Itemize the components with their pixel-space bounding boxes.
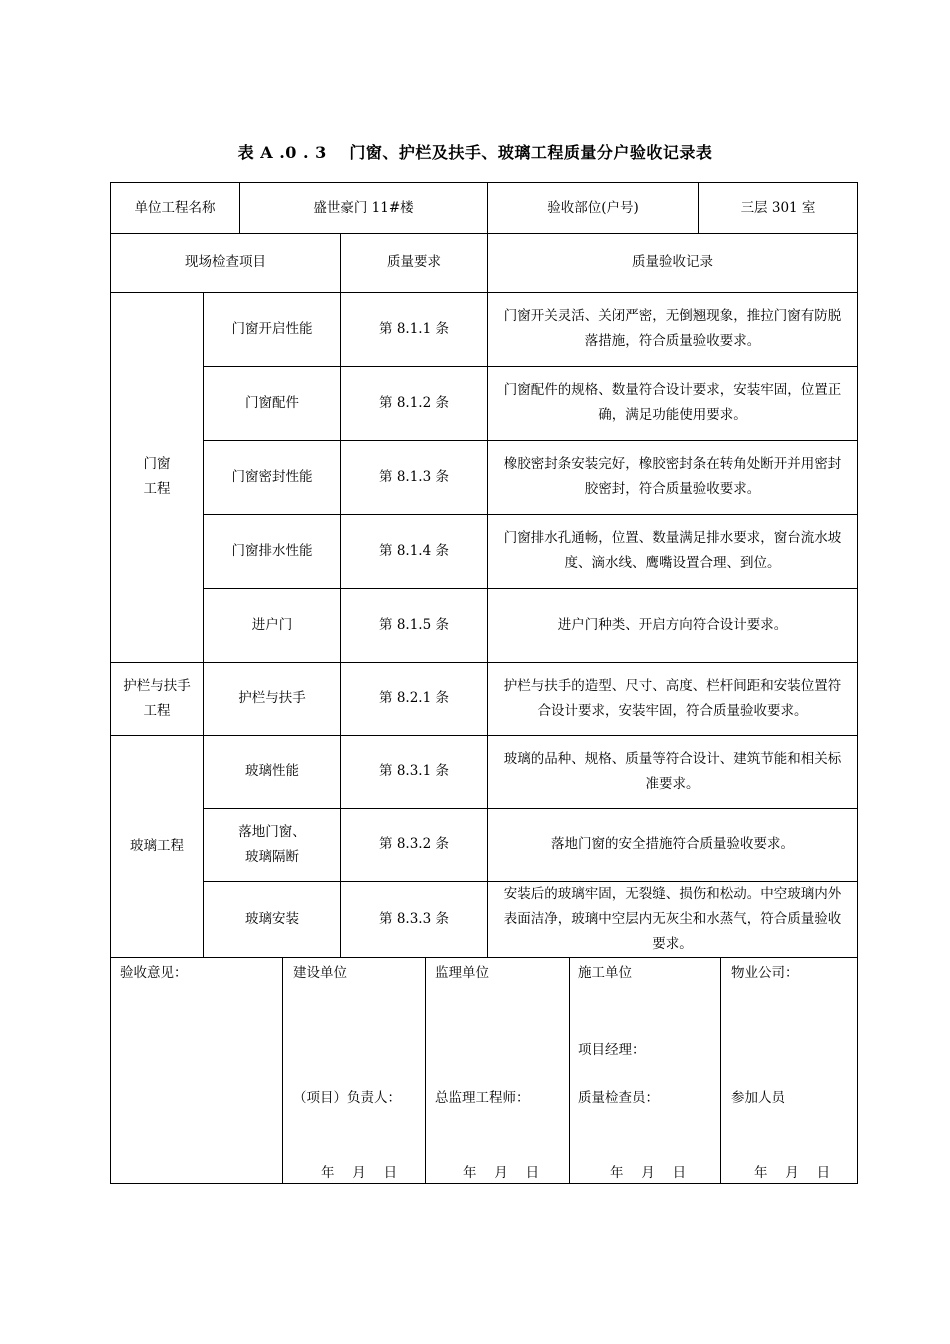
quality-requirement: 第 8.1.1 条 <box>341 292 488 366</box>
contractor-date: 年 月 日 <box>610 1165 687 1181</box>
quality-record: 落地门窗的安全措施符合质量验收要求。 <box>488 808 858 881</box>
table-row <box>111 735 858 808</box>
quality-requirement: 第 8.1.3 条 <box>341 440 488 514</box>
quality-record: 门窗排水孔通畅，位置、数量满足排水要求，窗台流水坡度、滴水线、鹰嘴设置合理、到位。 <box>488 514 858 588</box>
group-name: 护栏与扶手 工程 <box>111 662 204 735</box>
supervisor-cell <box>426 958 570 1183</box>
quality-record: 门窗配件的规格、数量符合设计要求，安装牢固，位置正确，满足功能使用要求。 <box>488 366 858 440</box>
inspection-item: 门窗开启性能 <box>204 292 341 366</box>
signature-table <box>110 958 858 1184</box>
inspection-table <box>110 233 858 958</box>
supervisor-date: 年 月 日 <box>463 1165 540 1181</box>
quality-requirement: 第 8.1.2 条 <box>341 366 488 440</box>
quality-requirement: 第 8.3.2 条 <box>341 808 488 881</box>
table-row <box>111 514 858 588</box>
table-row <box>111 588 858 662</box>
group-name: 玻璃工程 <box>111 735 204 957</box>
table-row <box>111 881 858 957</box>
quality-requirement: 第 8.1.5 条 <box>341 588 488 662</box>
supervisor-sign-label: 总监理工程师： <box>435 1090 530 1106</box>
contractor-pm-label: 项目经理： <box>578 1042 646 1058</box>
quality-requirement: 第 8.2.1 条 <box>341 662 488 735</box>
quality-record: 门窗开关灵活、关闭严密，无倒翘现象，推拉门窗有防脱落措施，符合质量验收要求。 <box>488 292 858 366</box>
property-cell <box>721 958 858 1183</box>
quality-requirement: 第 8.1.4 条 <box>341 514 488 588</box>
column-header-record: 质量验收记录 <box>488 233 858 292</box>
table-row <box>111 662 858 735</box>
header-table <box>110 182 858 234</box>
inspection-item: 落地门窗、 玻璃隔断 <box>204 808 341 881</box>
group-name: 门窗 工程 <box>111 292 204 662</box>
table-row <box>111 440 858 514</box>
builder-sign-label: （项目）负责人： <box>293 1090 401 1106</box>
quality-requirement: 第 8.3.3 条 <box>341 881 488 957</box>
property-date: 年 月 日 <box>754 1165 831 1181</box>
property-sign-label: 参加人员 <box>731 1090 785 1106</box>
contractor-sign-label: 质量检查员： <box>578 1090 659 1106</box>
builder-cell <box>283 958 426 1183</box>
supervisor-label: 监理单位 <box>435 965 489 981</box>
inspection-item: 玻璃性能 <box>204 735 341 808</box>
builder-label: 建设单位 <box>293 965 347 981</box>
contractor-label: 施工单位 <box>578 965 632 981</box>
quality-record: 橡胶密封条安装完好，橡胶密封条在转角处断开并用密封胶密封，符合质量验收要求。 <box>488 440 858 514</box>
quality-record: 安装后的玻璃牢固，无裂缝、损伤和松动。中空玻璃内外表面洁净，玻璃中空层内无灰尘和水蒸气，符合质量验收要求。 <box>488 881 858 957</box>
unit-name-value: 盛世豪门 11#楼 <box>240 183 488 234</box>
inspection-item: 进户门 <box>204 588 341 662</box>
inspection-item: 门窗密封性能 <box>204 440 341 514</box>
column-header-item: 现场检查项目 <box>111 233 341 292</box>
inspection-item: 玻璃安装 <box>204 881 341 957</box>
inspection-part-value: 三层 301 室 <box>699 183 858 234</box>
opinion-cell <box>111 958 283 1183</box>
inspection-item: 门窗排水性能 <box>204 514 341 588</box>
inspection-item: 门窗配件 <box>204 366 341 440</box>
table-row <box>111 292 858 366</box>
quality-record: 进户门种类、开启方向符合设计要求。 <box>488 588 858 662</box>
quality-record: 玻璃的品种、规格、质量等符合设计、建筑节能和相关标准要求。 <box>488 735 858 808</box>
opinion-label: 验收意见： <box>120 965 188 981</box>
unit-name-label: 单位工程名称 <box>111 183 240 234</box>
quality-record: 护栏与扶手的造型、尺寸、高度、栏杆间距和安装位置符合设计要求，安装牢固，符合质量验收要求。 <box>488 662 858 735</box>
builder-date: 年 月 日 <box>321 1165 398 1181</box>
quality-requirement: 第 8.3.1 条 <box>341 735 488 808</box>
inspection-item: 护栏与扶手 <box>204 662 341 735</box>
column-header-requirement: 质量要求 <box>341 233 488 292</box>
document-title: 表 A .0 . 3 门窗、护栏及扶手、玻璃工程质量分户验收记录表 <box>237 143 713 162</box>
contractor-cell <box>570 958 721 1183</box>
table-row <box>111 808 858 881</box>
table-row <box>111 366 858 440</box>
property-label: 物业公司： <box>731 965 799 981</box>
inspection-part-label: 验收部位(户号) <box>488 183 699 234</box>
